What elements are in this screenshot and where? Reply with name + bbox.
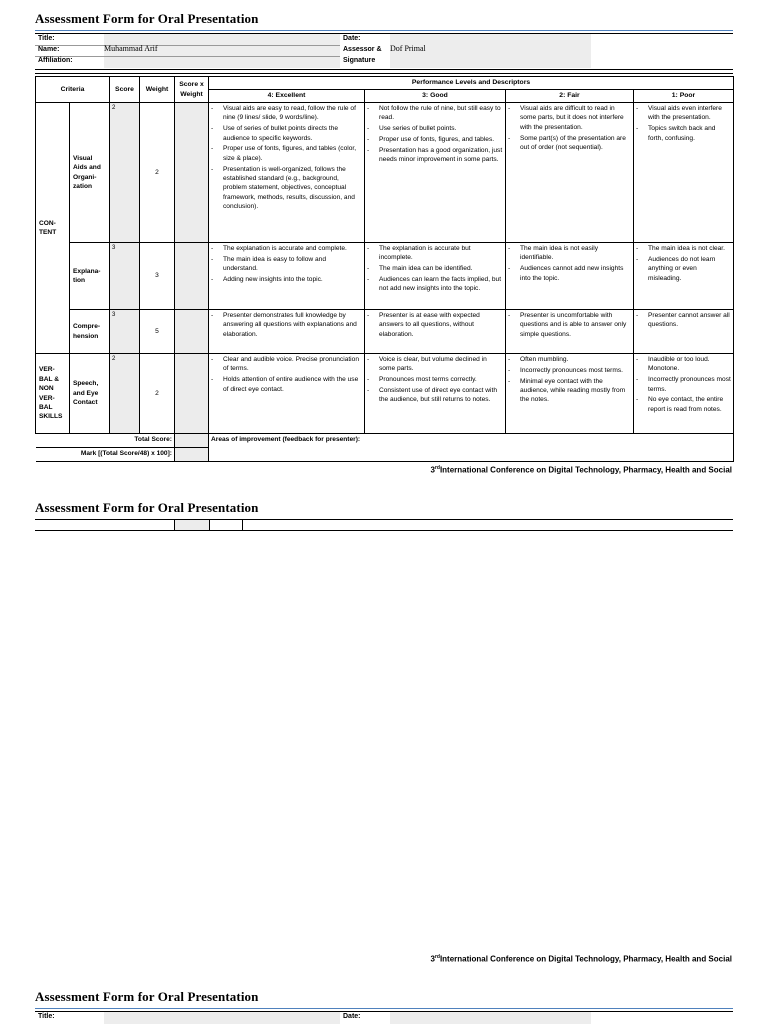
desc-poor: - The main idea is not clear. - Audiences do not learn anything or even misleading. [634, 243, 734, 310]
rubric-table [35, 76, 734, 462]
name-field[interactable]: Muhammad Arif [104, 44, 158, 53]
desc-good: - Voice is clear, but volume declined in some parts. - Pronounces most terms correctly. - Consistent use of direct eye contact with the audience, but still returns to notes. [365, 354, 506, 434]
desc-fair: - The main idea is not easily identifiable. - Audiences cannot add new insights into the topic. [506, 243, 634, 310]
weight-header: Weight [140, 77, 175, 103]
name-label: Name: [38, 46, 60, 53]
score-cell[interactable]: 2 [110, 354, 140, 434]
desc-poor: - Inaudible or too loud. Monotone. - Incorrectly pronounces most terms. - No eye contact, the entire report is read from notes. [634, 354, 734, 434]
total-score-label: Total Score: [36, 434, 175, 448]
desc-excellent: - Clear and audible voice. Precise pronunciation of terms. - Holds attention of entire audience with the use of direct eye contact. [209, 354, 365, 434]
total-score-field[interactable] [175, 434, 209, 448]
weight-cell: 3 [140, 243, 175, 310]
score-weight-cell[interactable] [175, 103, 209, 243]
level-excellent-header: 4: Excellent [209, 90, 365, 103]
date-label: Date: [343, 35, 361, 42]
desc-good: - The explanation is accurate but incomplete. - The main idea can be identified. - Audiences can learn the facts implied, but not add new insights into the topic. [365, 243, 506, 310]
assessor-field[interactable]: Dof Primal [390, 44, 426, 53]
table-strip-page2 [35, 519, 733, 531]
areas-of-improvement[interactable]: Areas of improvement (feedback for presenter): [209, 434, 734, 462]
score-weight-cell[interactable] [175, 310, 209, 354]
table-row [36, 354, 734, 434]
table-row [36, 103, 734, 243]
content-group-label: CON-TENT [36, 103, 70, 354]
score-weight-header: Score x Weight [175, 77, 209, 103]
score-weight-cell[interactable] [175, 354, 209, 434]
desc-excellent: - Visual aids are easy to read, follow the rule of nine (9 lines/ slide, 9 words/line). - Use of series of bullet points directs the audience to specific keywords. - Proper use of fonts, figures, and tables (color, size & place). - Presentation is well-organized, follows the established standard (e.g., background, problem statement, objectives, conceptual framework, methods, results, discussion, and conclusion). [209, 103, 365, 243]
desc-excellent: - Presenter demonstrates full knowledge by answering all questions with explanations and elaboration. [209, 310, 365, 354]
date-label-page3: Date: [343, 1013, 361, 1020]
desc-poor: - Visual aids even interfere with the presentation. - Topics switch back and forth, confusing. [634, 103, 734, 243]
desc-fair: - Visual aids are difficult to read in some parts, but it does not interfere with the presentation. - Some part(s) of the presentation are out of order (not sequential). [506, 103, 634, 243]
level-fair-header: 2: Fair [506, 90, 634, 103]
weight-cell: 2 [140, 103, 175, 243]
weight-cell: 5 [140, 310, 175, 354]
criterion-comprehension: Compre-hension [70, 310, 110, 354]
info-line-2 [35, 56, 340, 57]
title-rule [35, 30, 733, 31]
desc-good: - Presenter is at ease with expected answers to all questions, without elaboration. [365, 310, 506, 354]
table-row [36, 310, 734, 354]
score-header: Score [110, 77, 140, 103]
info-line-1 [35, 45, 340, 46]
criteria-header: Criteria [36, 77, 110, 103]
criterion-speech: Speech, and Eye Contact [70, 354, 110, 434]
total-row [36, 434, 734, 448]
desc-poor: - Presenter cannot answer all questions. [634, 310, 734, 354]
title-label-page3: Title: [38, 1013, 55, 1020]
info-shade-left-page3 [104, 1012, 340, 1024]
form-title-page2: Assessment Form for Oral Presentation [35, 500, 259, 515]
info-shade-right-page3 [390, 1012, 591, 1024]
score-cell[interactable]: 3 [110, 243, 140, 310]
desc-fair: - Often mumbling. - Incorrectly pronounces most terms. - Minimal eye contact with the audience, while reading mostly from the notes. [506, 354, 634, 434]
info-bottom-rule [35, 69, 733, 70]
desc-fair: - Presenter is uncomfortable with questions and is able to answer only simple questions. [506, 310, 634, 354]
conference-footer-page2: 3rdInternational Conference on Digital Technology, Pharmacy, Health and Social [430, 954, 732, 964]
assessor-label: Assessor & [343, 46, 382, 53]
signature-label: Signature [343, 57, 376, 64]
form-title-page3: Assessment Form for Oral Presentation [35, 989, 259, 1004]
score-cell[interactable]: 2 [110, 103, 140, 243]
affiliation-label: Affiliation: [38, 57, 73, 64]
title-rule-page3 [35, 1008, 733, 1009]
verbal-group-label: VER-BAL & NON VER-BAL SKILLS [36, 354, 70, 434]
level-poor-header: 1: Poor [634, 90, 734, 103]
level-good-header: 3: Good [365, 90, 506, 103]
desc-good: - Not follow the rule of nine, but still easy to read. - Use series of bullet points. - Proper use of fonts, figures, and tables. - Presentation has a good organization, just needs minor improvement in some parts. [365, 103, 506, 243]
score-cell[interactable]: 3 [110, 310, 140, 354]
table-row [36, 243, 734, 310]
mark-label: Mark [(Total Score/48) x 100]: [36, 448, 175, 462]
conference-footer: 3rdInternational Conference on Digital Technology, Pharmacy, Health and Social [430, 465, 732, 475]
title-label: Title: [38, 35, 55, 42]
performance-header: Performance Levels and Descriptors [209, 77, 734, 90]
mark-field[interactable] [175, 448, 209, 462]
form-title: Assessment Form for Oral Presentation [35, 11, 259, 26]
desc-excellent: - The explanation is accurate and complete. - The main idea is easy to follow and understand. - Adding new insights into the topic. [209, 243, 365, 310]
weight-cell: 2 [140, 354, 175, 434]
info-bottom-rule-2 [35, 73, 733, 74]
criterion-explanation: Explana-tion [70, 243, 110, 310]
score-weight-cell[interactable] [175, 243, 209, 310]
criterion-visual-aids: Visual Aids and Organi-zation [70, 103, 110, 243]
